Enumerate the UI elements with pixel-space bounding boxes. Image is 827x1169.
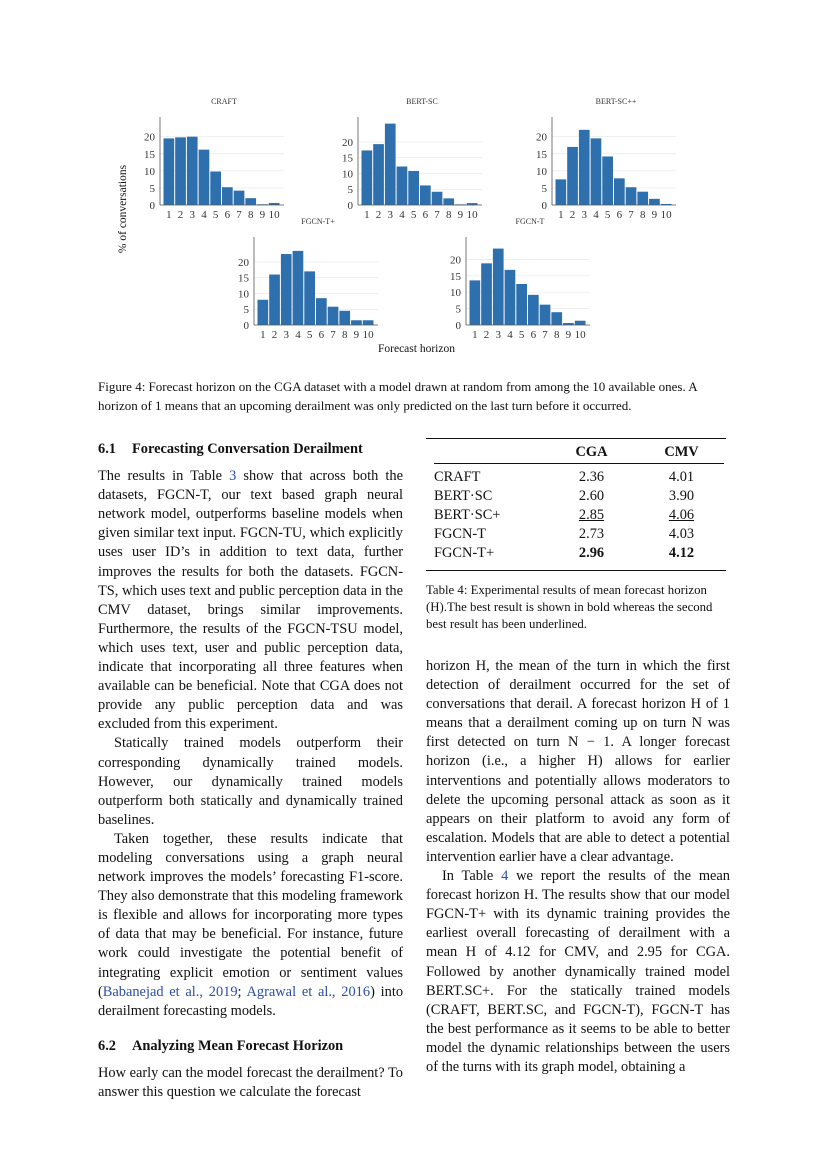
- y-axis-label: % of conversations: [117, 164, 129, 254]
- x-tick-label: 7: [330, 329, 336, 341]
- x-tick-label: 1: [364, 209, 370, 221]
- bar: [339, 311, 350, 325]
- bar: [493, 249, 504, 325]
- y-tick-label: 0: [347, 200, 353, 212]
- chart-fgcn-t-: [232, 217, 382, 343]
- table-row: FGCN-T 2.73 4.03: [434, 526, 695, 542]
- bar: [614, 178, 625, 205]
- x-tick-label: 8: [341, 329, 348, 341]
- figure-4: [110, 95, 720, 360]
- bar: [516, 284, 527, 325]
- left-column: [98, 440, 403, 1102]
- x-tick-label: 6: [422, 209, 429, 221]
- y-tick-label: 15: [450, 270, 461, 283]
- y-tick-label: 20: [450, 254, 461, 267]
- table-top-rule: [426, 438, 726, 439]
- bar-chart-svg: [336, 115, 486, 223]
- figure-caption: Figure 4: Forecast horizon on the CGA dataset with a model drawn at random from among the 10 available ones. A horizon of 1 means that an upcoming derailment was only predicted on the last turn before it occurred.: [98, 379, 697, 413]
- x-tick-label: 5: [212, 209, 219, 221]
- x-tick-label: 5: [306, 329, 313, 341]
- x-tick-label: 7: [434, 209, 440, 221]
- table-header-model: [434, 442, 544, 464]
- y-tick-label: 0: [243, 320, 249, 332]
- chart-bert-sc: [336, 97, 486, 223]
- table-caption: Table 4: Experimental results of mean forecast horizon (H).The best result is shown in bold whereas the second best result has been underlined.: [426, 583, 713, 631]
- paragraph: Taken together, these results indicate that modeling conversations using a graph neural network improves the models’ forecasting F1-score. They also demonstrate that this modeling framework is flexible and allows for incorporating more types of data that may be beneficial. For instance, future work could investigate the potential benefit of integrating explicit emotion or sentiment values (Babanejad et al., 2019; Agrawal et al., 2016) into derailment forecasting models.: [98, 830, 404, 1019]
- x-tick-label: 6: [616, 209, 623, 221]
- x-tick-label: 5: [604, 209, 611, 221]
- x-tick-label: 7: [236, 209, 242, 221]
- y-tick-label: 10: [536, 165, 547, 178]
- chart-title: BERT-SC++: [595, 97, 637, 106]
- table-4-link[interactable]: 4: [501, 868, 509, 885]
- bar: [470, 280, 481, 325]
- bar: [362, 150, 373, 205]
- table-3-link[interactable]: 3: [229, 468, 237, 485]
- bar-chart-svg: [138, 115, 288, 223]
- table-row: BERT·SC 2.60 3.90: [434, 488, 695, 504]
- bar: [408, 171, 419, 205]
- bar: [505, 270, 516, 325]
- x-tick-label: 8: [445, 209, 452, 221]
- bar: [528, 295, 539, 325]
- x-tick-label: 8: [553, 329, 560, 341]
- bar: [575, 321, 586, 325]
- x-tick-label: 7: [542, 329, 548, 341]
- y-tick-label: 5: [455, 303, 461, 316]
- x-tick-label: 3: [495, 329, 501, 341]
- bar: [397, 167, 408, 205]
- x-tick-label: 8: [639, 209, 646, 221]
- bar: [637, 192, 648, 205]
- bar-chart-svg: [444, 235, 594, 343]
- x-tick-label: 10: [466, 209, 478, 221]
- bar: [199, 150, 210, 205]
- x-tick-label: 9: [651, 209, 658, 221]
- bar: [602, 156, 613, 205]
- bar: [481, 263, 492, 325]
- table-row: BERT·SC+ 2.85 4.06: [434, 507, 695, 523]
- chart-fgcn-t: [444, 217, 594, 343]
- results-table: [434, 442, 724, 563]
- bar: [328, 307, 339, 325]
- chart-title: FGCN-T+: [301, 217, 335, 226]
- y-tick-label: 5: [243, 304, 249, 317]
- bar: [626, 187, 637, 205]
- bar: [373, 144, 384, 205]
- y-tick-label: 15: [144, 148, 155, 161]
- bar: [222, 187, 233, 205]
- bar: [234, 191, 245, 205]
- x-tick-label: 1: [166, 209, 172, 221]
- x-tick-label: 3: [581, 209, 587, 221]
- table-bottom-rule: [426, 570, 726, 571]
- x-tick-label: 10: [268, 209, 280, 221]
- y-tick-label: 10: [450, 287, 461, 300]
- bar-chart-svg: [530, 115, 680, 223]
- bar: [443, 198, 454, 205]
- x-tick-label: 2: [569, 209, 576, 221]
- bar: [551, 312, 562, 325]
- bar: [245, 198, 256, 205]
- x-tick-label: 2: [375, 209, 382, 221]
- bar: [432, 192, 443, 205]
- bar: [579, 130, 590, 205]
- bar: [304, 271, 315, 325]
- table-header-cga: CGA: [575, 444, 608, 460]
- y-tick-label: 5: [541, 182, 547, 195]
- x-tick-label: 9: [565, 329, 572, 341]
- bar: [420, 185, 431, 205]
- x-tick-label: 4: [295, 329, 301, 341]
- bar: [351, 320, 362, 325]
- x-tick-label: 3: [283, 329, 289, 341]
- x-tick-label: 1: [472, 329, 478, 341]
- y-tick-label: 20: [238, 256, 249, 269]
- bar: [164, 138, 175, 205]
- x-tick-label: 5: [410, 209, 417, 221]
- x-tick-label: 10: [574, 329, 586, 341]
- section-heading-6-1: 6.1 Forecasting Conversation Derailment: [98, 441, 363, 457]
- bar: [385, 124, 396, 205]
- x-tick-label: 4: [399, 209, 405, 221]
- x-tick-label: 1: [260, 329, 266, 341]
- citation-babanejad[interactable]: Babanejad et al., 2019: [102, 983, 238, 1000]
- y-tick-label: 15: [536, 148, 547, 161]
- right-column: [426, 657, 730, 1077]
- paragraph: horizon H, the mean of the turn in which the first detection of derailment occurred for the set of conversations that derail. A forecast horizon H of 1 means that a derailment coming up on turn N was first detected on turn N − 1. A longer forecast horizon (i.e., a higher H) allows for earlier interventions and potentially allows moderators to delete the upcoming personal attack as soon as it appears on their platform to avoid any form of escalation. Models that are able to detect a potential intervention earlier have a clear advantage.: [426, 658, 730, 865]
- y-tick-label: 15: [342, 152, 353, 165]
- y-tick-label: 20: [144, 131, 155, 144]
- bar: [316, 298, 327, 325]
- section-heading-6-2: 6.2 Analyzing Mean Forecast Horizon: [98, 1037, 344, 1054]
- bar: [293, 251, 304, 325]
- table-row: FGCN-T+ 2.96 4.12: [434, 545, 695, 561]
- x-tick-label: 3: [189, 209, 195, 221]
- chart-craft: [138, 97, 288, 223]
- x-tick-label: 9: [353, 329, 360, 341]
- y-tick-label: 0: [541, 200, 547, 212]
- bar: [556, 179, 567, 205]
- x-tick-label: 9: [259, 209, 266, 221]
- bar: [210, 172, 221, 205]
- chart-bert-sc-: [530, 97, 680, 223]
- y-tick-label: 10: [144, 165, 155, 178]
- x-tick-label: 4: [593, 209, 599, 221]
- bar: [258, 300, 269, 325]
- x-axis-label: Forecast horizon: [378, 343, 455, 355]
- y-tick-label: 10: [238, 288, 249, 301]
- paragraph: The results in Table 3 show that across both the datasets, FGCN-T, our text based graph neural network model, outperforms baseline models when given similar text input. FGCN-TU, which explicitly uses user ID’s in addition to text data, further improves the results for both the datasets. FGCN-TS, which uses text and public perception data in the CMV dataset, brings similar improvements. Furthermore, the results of the FGCN-TSU model, which uses text, user and public perception data, indicate that incorporating all three features when available can be beneficial. Note that CGA does not provide any public perception data and was excluded from this experiment.: [98, 468, 403, 733]
- x-tick-label: 6: [530, 329, 537, 341]
- x-tick-label: 4: [201, 209, 207, 221]
- x-tick-label: 1: [558, 209, 564, 221]
- y-tick-label: 5: [347, 184, 353, 197]
- x-tick-label: 2: [177, 209, 184, 221]
- x-tick-label: 2: [483, 329, 490, 341]
- x-tick-label: 6: [318, 329, 325, 341]
- x-tick-label: 2: [271, 329, 278, 341]
- bar: [187, 137, 198, 205]
- y-tick-label: 5: [149, 182, 155, 195]
- bar: [540, 305, 551, 325]
- y-tick-label: 20: [536, 131, 547, 144]
- x-tick-label: 9: [457, 209, 464, 221]
- x-tick-label: 8: [247, 209, 254, 221]
- x-tick-label: 6: [224, 209, 231, 221]
- bar: [567, 147, 578, 205]
- paragraph: How early can the model forecast the derailment? To answer this question we calculate the forecast: [98, 1064, 403, 1100]
- x-tick-label: 3: [387, 209, 393, 221]
- chart-title: BERT-SC: [406, 97, 438, 106]
- chart-title: CRAFT: [211, 97, 237, 106]
- bar: [175, 137, 186, 205]
- paragraph: Statically trained models outperform their corresponding dynamically trained models. However, our dynamically trained models outperform both statically and dynamically trained baselines.: [98, 735, 403, 828]
- x-tick-label: 5: [518, 329, 525, 341]
- x-tick-label: 7: [628, 209, 634, 221]
- paragraph: In Table 4 we report the results of the mean forecast horizon H. The results show that our model FGCN-T+ with its dynamic training provides the earliest overall forecasting of derailment with a mean H of 4.12 for CMV, and 2.95 for CGA. Followed by another dynamically trained model BERT.SC+. For the statically trained models (CRAFT, BERT.SC, and FGCN-T), FGCN-T has the best performance as it seems to be able to better model the dynamic relationships between the users of the turns with its graph model, obtaining a: [426, 868, 730, 1075]
- bar: [281, 254, 292, 325]
- y-tick-label: 20: [342, 136, 353, 149]
- y-tick-label: 0: [455, 320, 461, 332]
- bar: [363, 320, 374, 325]
- y-tick-label: 0: [149, 200, 155, 212]
- y-tick-label: 10: [342, 168, 353, 181]
- bar: [649, 199, 660, 205]
- y-tick-label: 15: [238, 272, 249, 285]
- x-tick-label: 4: [507, 329, 513, 341]
- x-tick-label: 10: [660, 209, 672, 221]
- bar: [269, 275, 280, 325]
- bar-chart-svg: [232, 235, 382, 343]
- citation-agrawal[interactable]: Agrawal et al., 2016: [246, 983, 371, 1000]
- table-row: CRAFT 2.36 4.01: [434, 469, 695, 485]
- x-tick-label: 10: [362, 329, 374, 341]
- bar: [591, 138, 602, 205]
- chart-title: FGCN-T: [515, 217, 545, 226]
- table-header-cmv: CMV: [664, 444, 699, 460]
